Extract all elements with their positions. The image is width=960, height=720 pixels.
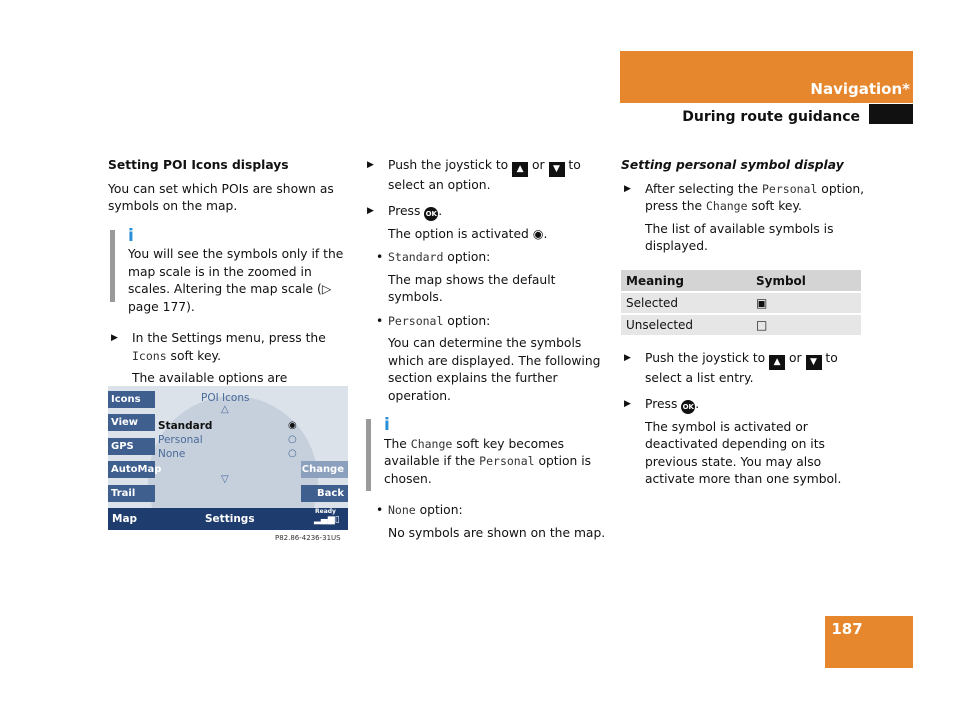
table-row xyxy=(621,315,861,335)
info-box-1 xyxy=(108,225,353,317)
poi-icons-screen xyxy=(108,386,348,530)
info-text-1: You will see the symbols only if the map scale is in the zoomed in scales. Altering the map scale (▷ page 177). xyxy=(128,247,344,314)
table-row xyxy=(621,293,861,313)
screen-bottom-bar xyxy=(108,508,348,530)
selected-symbol-icon: ▣ xyxy=(751,293,861,313)
option-none[interactable]: None xyxy=(158,448,186,460)
step-result-1: The available options are xyxy=(132,371,288,385)
info-text-2: The Change soft key becomes available if the Personal option is chosen. xyxy=(384,436,592,486)
table-header-symbol: Symbol xyxy=(751,270,861,291)
symbol-table xyxy=(621,268,861,337)
option-standard[interactable]: Standard xyxy=(158,420,213,432)
step-after-personal: ▶ After selecting the Personal option, press the Change soft key. xyxy=(621,181,866,216)
step-result-toggle: The symbol is activated or deactivated depending on its previous state. You may also activate more than one symbol. xyxy=(645,419,842,486)
option-personal[interactable]: Personal xyxy=(158,434,203,446)
subsection-title: During route guidance xyxy=(682,109,860,125)
step-settings-menu: ▶ In the Settings menu, press the Icons soft key. xyxy=(108,330,353,365)
softkey-icons[interactable]: Icons xyxy=(108,391,155,408)
unselected-symbol-icon: □ xyxy=(751,315,861,335)
bullet-none: • None option: xyxy=(364,502,614,520)
table-cell-meaning: Unselected xyxy=(621,315,751,335)
page-number: 187 xyxy=(831,620,863,638)
none-desc: No symbols are shown on the map. xyxy=(388,525,606,540)
softkey-change[interactable]: Change xyxy=(301,461,348,478)
softkey-automap[interactable]: AutoMap xyxy=(108,461,155,478)
softkey-gps[interactable]: GPS xyxy=(108,438,155,455)
standard-desc: The map shows the default symbols. xyxy=(388,272,556,304)
column-2 xyxy=(364,157,614,548)
table-header-row xyxy=(621,270,861,291)
step-push-joystick-list: ▶ Push the joystick to ▲ or ▼ to select a list entry. xyxy=(621,350,866,388)
radio-selected-icon: ◉ xyxy=(532,226,544,241)
activated-text: The option is activated ◉. xyxy=(388,226,548,241)
step-press-ok: ▶ Press OK. xyxy=(364,203,614,221)
step-push-joystick: ▶ Push the joystick to ▲ or ▼ to select an option. xyxy=(364,157,614,195)
ok-button-icon: OK xyxy=(681,400,695,414)
table-cell-meaning: Selected xyxy=(621,293,751,313)
joystick-up-icon: ▲ xyxy=(512,162,528,177)
heading-poi-icons: Setting POI Icons displays xyxy=(108,158,289,172)
softkey-trail[interactable]: Trail xyxy=(108,485,155,502)
screen-title: POI Icons xyxy=(201,392,250,404)
table-header-meaning: Meaning xyxy=(621,270,751,291)
bullet-standard: • Standard option: xyxy=(364,249,614,267)
column-1 xyxy=(108,157,353,411)
arrow-up-icon: △ xyxy=(221,404,229,415)
softkey-back[interactable]: Back xyxy=(301,485,348,502)
joystick-down-icon: ▼ xyxy=(806,355,822,370)
step-press-ok-list: ▶ Press OK. xyxy=(621,396,866,414)
radio-selected-icon: ◉ xyxy=(288,420,297,431)
signal-strength-icon: ▂▄▆▯ xyxy=(314,515,340,525)
status-ready: Ready xyxy=(315,508,336,515)
info-icon: i xyxy=(384,415,390,435)
bullet-personal: • Personal option: xyxy=(364,313,614,331)
figure-code: P82.86-4236-31US xyxy=(275,534,341,542)
intro-text: You can set which POIs are shown as symbols on the map. xyxy=(108,181,334,213)
arrow-down-icon: ▽ xyxy=(221,474,229,485)
joystick-down-icon: ▼ xyxy=(549,162,565,177)
info-box-2 xyxy=(364,417,614,488)
info-icon: i xyxy=(128,225,134,246)
bottom-map-label[interactable]: Map xyxy=(112,513,138,525)
section-title: Navigation* xyxy=(810,80,910,98)
bottom-settings-label[interactable]: Settings xyxy=(205,513,255,525)
joystick-up-icon: ▲ xyxy=(769,355,785,370)
header-marker xyxy=(869,104,913,124)
column-3-lower xyxy=(621,350,866,495)
ok-button-icon: OK xyxy=(424,207,438,221)
step-result-list: The list of available symbols is displayed. xyxy=(645,221,834,253)
softkey-view[interactable]: View xyxy=(108,414,155,431)
radio-unselected-icon: ○ xyxy=(288,448,297,459)
column-3 xyxy=(621,157,866,262)
heading-personal-symbols: Setting personal symbol display xyxy=(621,158,844,172)
personal-desc: You can determine the symbols which are displayed. The following section explains the further operation. xyxy=(388,336,601,403)
radio-unselected-icon: ○ xyxy=(288,434,297,445)
